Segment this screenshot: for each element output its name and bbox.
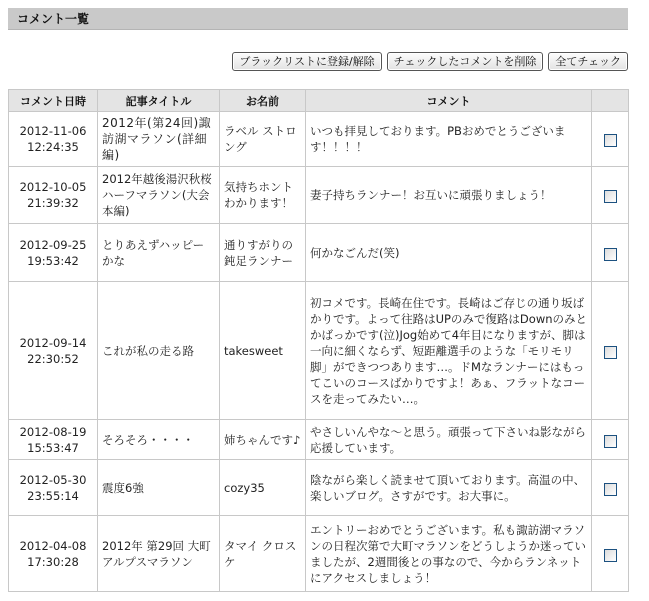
column-header-date: コメント日時 — [9, 90, 98, 112]
article-title-link[interactable]: 震度6強 — [98, 460, 220, 516]
comment-text: いつも拝見しております。PBおめでとうございます！！！！ — [306, 112, 592, 167]
row-check-cell — [592, 516, 629, 592]
comment-date: 2012-04-08 — [19, 538, 87, 553]
row-checkbox[interactable] — [604, 483, 617, 496]
comment-datetime — [9, 516, 98, 592]
comment-time: 12:24:35 — [27, 140, 79, 154]
comment-date: 2012-10-05 — [19, 180, 87, 194]
comment-date: 2012-11-06 — [19, 124, 87, 138]
row-checkbox[interactable] — [604, 248, 617, 261]
comment-datetime — [9, 282, 98, 420]
row-checkbox[interactable] — [604, 134, 617, 147]
row-check-cell — [592, 167, 629, 224]
comment-date: 2012-05-30 — [19, 472, 87, 487]
row-check-cell — [592, 282, 629, 420]
comment-date: 2012-09-14 — [19, 335, 87, 350]
article-title-link[interactable]: そろそろ・・・・ — [98, 420, 220, 460]
article-title-link[interactable]: とりあえずハッピーかな — [98, 224, 220, 282]
delete-checked-button[interactable]: チェックしたコメントを削除 — [387, 52, 544, 71]
comment-text: 陰ながら楽しく読ませて頂いております。高温の中、楽しいブログ。さすがです。お大事に。 — [306, 460, 592, 516]
comment-time: 22:30:52 — [27, 351, 79, 366]
comment-text: 妻子持ちランナー！お互いに頑張りましょう！ — [306, 167, 592, 224]
column-header-check — [592, 90, 629, 112]
table-row — [9, 167, 629, 224]
comment-time: 23:55:14 — [27, 488, 79, 503]
comment-datetime — [9, 167, 98, 224]
commenter-name: ラベル ストロング — [220, 112, 306, 167]
comment-datetime — [9, 420, 98, 460]
commenter-name: takesweet — [220, 282, 306, 420]
comment-text: 何かなごんだ(笑) — [306, 224, 592, 282]
commenter-name: タマイ クロスケ — [220, 516, 306, 592]
row-checkbox[interactable] — [604, 435, 617, 448]
row-checkbox[interactable] — [604, 346, 617, 359]
comment-date: 2012-08-19 — [19, 424, 87, 439]
toolbar — [0, 52, 628, 72]
table-row — [9, 112, 629, 167]
article-title-link[interactable]: これが私の走る路 — [98, 282, 220, 420]
comment-datetime — [9, 460, 98, 516]
section-header — [8, 8, 628, 30]
comment-datetime — [9, 112, 98, 167]
commenter-name: 通りすがりの鈍足ランナー — [220, 224, 306, 282]
article-title-link[interactable]: 2012年越後湯沢秋桜ハーフマラソン(大会本編) — [98, 167, 220, 224]
comment-time: 19:53:42 — [27, 253, 79, 268]
article-title-link[interactable]: 2012年 第29回 大町アルプスマラソン — [98, 516, 220, 592]
table-header-row — [9, 90, 629, 112]
row-checkbox[interactable] — [604, 549, 617, 562]
comment-time: 17:30:28 — [27, 554, 79, 569]
blacklist-button[interactable]: ブラックリストに登録/解除 — [232, 52, 381, 71]
row-checkbox[interactable] — [604, 190, 617, 203]
table-row — [9, 224, 629, 282]
commenter-name: cozy35 — [220, 460, 306, 516]
comment-datetime — [9, 224, 98, 282]
comment-text: 初コメです。長崎在住です。長崎はご存じの通り坂ばかりです。よって往路はUPのみで復路はDownのみとかばっかです(泣)Jog始めて4年目になりますが、脚は一向に細くならず、短距離選手のような「モリモリ脚」ができつつあります…。ドMなランナーにはもってこいのコースばかりですよ！あぁ、フラットなコースを走ってみたい…。 — [306, 282, 592, 420]
commenter-name: 姉ちゃんです♪ — [220, 420, 306, 460]
table-row — [9, 282, 629, 420]
row-check-cell — [592, 420, 629, 460]
check-all-button[interactable]: 全てチェック — [548, 52, 628, 71]
table-row — [9, 460, 629, 516]
row-check-cell — [592, 112, 629, 167]
comment-date: 2012-09-25 — [19, 237, 87, 252]
comment-table — [8, 89, 629, 592]
comment-text: やさしいんやな～と思う。頑張って下さいね影ながら応援しています。 — [306, 420, 592, 460]
table-row — [9, 516, 629, 592]
commenter-name: 気持ちホントわかります！ — [220, 167, 306, 224]
row-check-cell — [592, 460, 629, 516]
column-header-title: 記事タイトル — [98, 90, 220, 112]
column-header-name: お名前 — [220, 90, 306, 112]
article-title-link[interactable]: 2012年(第24回)諏訪湖マラソン(詳細編) — [98, 112, 220, 167]
page-title: コメント一覧 — [17, 12, 90, 26]
comment-time: 21:39:32 — [27, 196, 79, 210]
table-row — [9, 420, 629, 460]
row-check-cell — [592, 224, 629, 282]
column-header-comment: コメント — [306, 90, 592, 112]
comment-text: エントリーおめでとうございます。私も諏訪湖マラソンの日程次第で大町マラソンをどうしようか迷っていましたが、2週間後との事なので、今からランネットにアクセスしましょう！ — [306, 516, 592, 592]
comment-time: 15:53:47 — [27, 440, 79, 455]
